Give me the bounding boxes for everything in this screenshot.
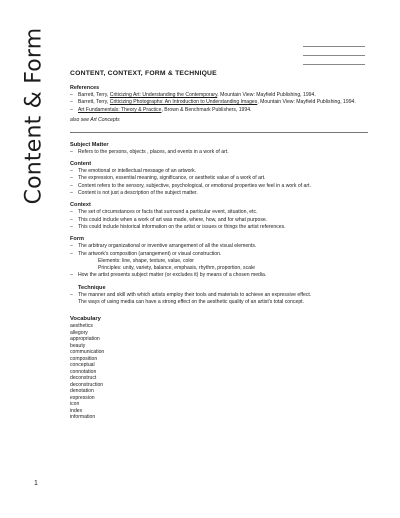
ref-publisher: , Mountain View: Mayfield Publishing, 1994.	[257, 99, 356, 106]
dash: –	[70, 106, 73, 113]
form-item	[70, 243, 370, 250]
item-text: The arbitrary organizational or inventive arrangement of all the visual elements.	[78, 243, 257, 250]
reference-item	[70, 92, 370, 99]
also-see-note: also see Art Concepts	[70, 116, 120, 123]
dash: –	[70, 182, 73, 189]
page-number: 1	[34, 480, 38, 487]
document-title: CONTENT, CONTEXT, FORM & TECHNIQUE	[70, 70, 217, 77]
item-text: Content is not just a description of the subject matter.	[78, 190, 198, 197]
item-text: The set of circumstances or facts that surround a particular event, situation, etc.	[78, 209, 258, 216]
item-text: The expression, essential meaning, significance, or aesthetic value of a work of art.	[78, 175, 266, 182]
vocabulary-item: deconstruct	[70, 375, 97, 382]
content-heading: Content	[70, 161, 92, 168]
dash: –	[70, 99, 73, 106]
subject-matter-item	[70, 149, 370, 156]
vocabulary-item: allegory	[70, 329, 88, 336]
dash: –	[70, 272, 73, 279]
context-item	[70, 224, 370, 231]
vocabulary-item: expression	[70, 394, 95, 401]
form-heading: Form	[70, 236, 84, 243]
vocabulary-item: connotation	[70, 368, 97, 375]
dash: –	[70, 175, 73, 182]
dash: –	[70, 209, 73, 216]
ref-author: Barrett, Terry,	[78, 99, 110, 106]
vocabulary-item: composition	[70, 355, 98, 362]
content-item	[70, 190, 370, 197]
dash: –	[70, 250, 73, 257]
ref-publisher: , Brown & Benchmark Publishers, 1994.	[161, 106, 252, 113]
dash: –	[70, 148, 73, 155]
form-item	[70, 272, 370, 279]
technique-heading: Technique	[78, 284, 106, 291]
side-title-text: Content & Form	[21, 27, 47, 205]
ref-title: Criticizing Photographs: An Introduction to Understanding Images	[109, 99, 258, 106]
ref-title: Art Fundamentals: Theory & Practice	[78, 106, 162, 113]
corner-rule	[303, 64, 365, 65]
dash: –	[70, 216, 73, 223]
dash: –	[70, 243, 73, 250]
vocabulary-item: information	[70, 414, 96, 421]
ref-title: Criticizing Art: Understanding the Contemporary	[109, 92, 218, 98]
dash: –	[70, 223, 73, 230]
document-body	[70, 70, 370, 421]
form-item	[70, 251, 370, 258]
vocabulary-item: appropriation	[70, 336, 100, 343]
item-text: This could include historical information on the artist or issues or things the artist references.	[78, 223, 286, 230]
form-principles: Principles: unity, variety, balance, emphasis, rhythm, proportion, scale	[98, 265, 255, 272]
vocabulary-item: beauty	[70, 342, 86, 349]
vocabulary-section	[70, 316, 370, 421]
context-item	[70, 217, 370, 224]
side-title	[14, 27, 54, 205]
content-item	[70, 183, 370, 190]
corner-rule	[303, 55, 365, 56]
dash: –	[70, 168, 73, 175]
vocabulary-item: index	[70, 407, 83, 414]
references-heading: References	[70, 85, 100, 91]
vocabulary-item: denotation	[70, 388, 94, 395]
reference-item	[70, 99, 370, 106]
item-text: The emotional or intellectual message of an artwork.	[78, 168, 197, 175]
context-heading: Context	[70, 202, 91, 209]
item-text: How the artist presents subject matter (or excludes it) by means of a chosen media.	[78, 272, 267, 279]
item-text: The artwork's composition (arrangement) or visual construction.	[78, 250, 222, 257]
vocabulary-heading: Vocabulary	[70, 316, 101, 323]
content-item	[70, 175, 370, 182]
subject-matter-heading: Subject Matter	[70, 141, 109, 148]
reference-item	[70, 107, 370, 114]
technique-item: The ways of using media can have a strong effect on the aesthetic quality of an artist's total concept.	[78, 299, 304, 306]
content-item	[70, 168, 370, 175]
item-text: This could include when a work of art was made, where, how, and for what purpose.	[78, 216, 268, 223]
dash: –	[70, 190, 73, 197]
vocabulary-item: icon	[70, 401, 80, 408]
vocabulary-item: communication	[70, 349, 105, 356]
divider	[70, 132, 368, 133]
context-item	[70, 209, 370, 216]
form-elements: Elements: line, shape, texture, value, color	[98, 257, 194, 264]
ref-author: Barrett, Terry,	[78, 92, 110, 98]
ref-publisher: . Mountain View: Mayfield Publishing, 1994.	[217, 92, 316, 98]
item-text: Refers to the persons, objects , places, and events in a work of art.	[78, 148, 229, 155]
item-text: The manner and skill with which artists employ their tools and materials to achieve an expressive effect.	[78, 291, 312, 298]
vocabulary-item: aesthetics	[70, 323, 93, 330]
corner-rule	[303, 46, 365, 47]
item-text: Content refers to the sensory, subjective, psychological, or emotional properties we feel in a work of art.	[78, 182, 311, 189]
dash: –	[70, 291, 73, 298]
vocabulary-item: conceptual	[70, 362, 95, 369]
corner-rules	[303, 46, 365, 73]
vocabulary-item: deconstruction	[70, 381, 104, 388]
dash: –	[70, 92, 73, 98]
technique-item	[70, 292, 370, 299]
